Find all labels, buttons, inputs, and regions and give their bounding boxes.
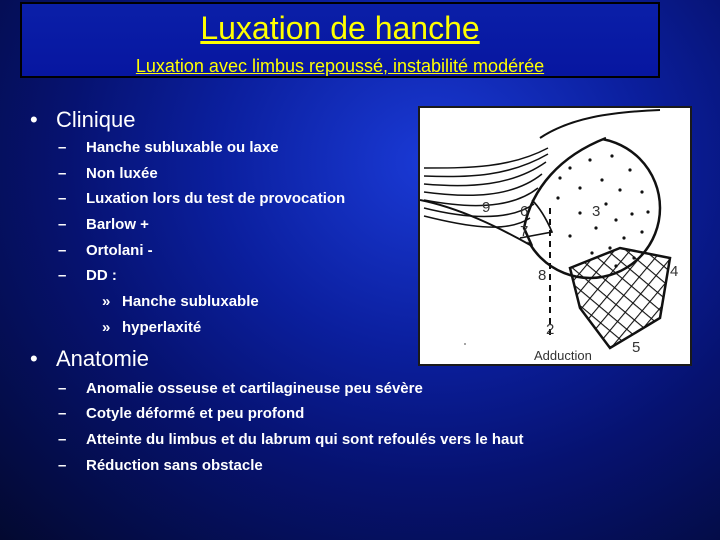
list-subitem: » Hanche subluxable	[102, 293, 259, 310]
list-item: – Réduction sans obstacle	[58, 457, 263, 474]
list-item: – Barlow +	[58, 216, 149, 233]
bullet: •	[30, 107, 38, 132]
bullet: •	[30, 346, 38, 371]
label-7: 7	[520, 223, 529, 240]
label-8: 8	[538, 267, 547, 284]
section-heading: Anatomie	[56, 346, 149, 371]
list-item: – Cotyle déformé et peu profond	[58, 405, 305, 422]
list-item: – Luxation lors du test de provocation	[58, 190, 346, 207]
section-heading: Clinique	[56, 107, 136, 132]
slide-subtitle: Luxation avec limbus repoussé, instabilité modérée	[135, 56, 545, 76]
label-4: 4	[670, 263, 679, 280]
section-anatomie	[30, 346, 149, 372]
label-9: 9	[482, 199, 491, 216]
figure-caption: Adduction	[534, 348, 592, 363]
section-clinique	[30, 107, 136, 133]
list-item: – Ortolani -	[58, 242, 153, 259]
list-item: – DD :	[58, 267, 117, 284]
slide-title: Luxation de hanche	[200, 10, 480, 46]
list-item: – Atteinte du limbus et du labrum qui sont refoulés vers le haut	[58, 431, 524, 448]
label-6: 6	[520, 203, 529, 220]
list-subitem: » hyperlaxité	[102, 319, 202, 336]
label-2: 2	[546, 321, 555, 338]
list-item: – Anomalie osseuse et cartilagineuse peu sévère	[58, 380, 423, 397]
title-box	[20, 2, 660, 78]
hip-diagram	[418, 106, 692, 366]
label-5: 5	[632, 339, 641, 356]
list-item: – Hanche subluxable ou laxe	[58, 139, 279, 156]
hip-diagram-drawing	[420, 108, 690, 364]
list-item: – Non luxée	[58, 165, 158, 182]
label-3: 3	[592, 203, 601, 220]
hatched-bone	[570, 248, 670, 348]
